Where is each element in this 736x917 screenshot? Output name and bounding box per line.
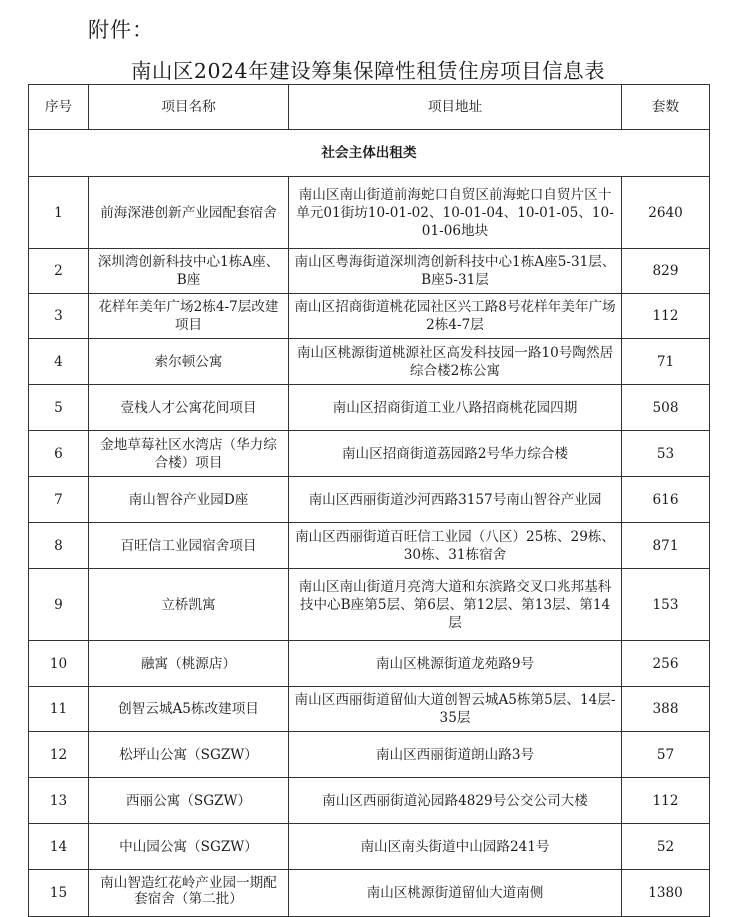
project-table — [28, 84, 710, 917]
row-name: 百旺信工业园宿舍项目 — [89, 523, 289, 569]
row-address: 南山区招商街道工业八路招商桃花园四期 — [289, 385, 622, 431]
row-index: 3 — [29, 294, 89, 339]
row-units: 53 — [622, 431, 710, 477]
table-row — [29, 294, 710, 339]
row-units: 52 — [622, 824, 710, 870]
row-index: 1 — [29, 177, 89, 249]
row-address: 南山区西丽街道沙河西路3157号南山智谷产业园 — [289, 477, 622, 523]
row-address: 南山区西丽街道沁园路4829号公交公司大楼 — [289, 778, 622, 824]
row-units: 1380 — [622, 870, 710, 917]
row-address: 南山区桃源街道桃源社区高发科技园一路10号陶然居综合楼2栋公寓 — [289, 339, 622, 385]
table-row — [29, 385, 710, 431]
table-row — [29, 824, 710, 870]
header-units: 套数 — [622, 85, 710, 130]
header-address: 项目地址 — [289, 85, 622, 130]
row-name: 壹栈人才公寓花间项目 — [89, 385, 289, 431]
row-units: 71 — [622, 339, 710, 385]
attachment-label: 附件： — [88, 18, 154, 42]
category-row — [29, 130, 710, 177]
table-row — [29, 477, 710, 523]
table-row — [29, 431, 710, 477]
row-index: 9 — [29, 569, 89, 641]
row-units: 112 — [622, 294, 710, 339]
row-address: 南山区西丽街道朗山路3号 — [289, 732, 622, 778]
category-label: 社会主体出租类 — [29, 130, 710, 177]
row-name: 花样年美年广场2栋4-7层改建项目 — [89, 294, 289, 339]
row-units: 153 — [622, 569, 710, 641]
row-name: 南山智谷产业园D座 — [89, 477, 289, 523]
table-header-row — [29, 85, 710, 130]
table-row — [29, 778, 710, 824]
row-address: 南山区南头街道中山园路241号 — [289, 824, 622, 870]
row-name: 创智云城A5栋改建项目 — [89, 687, 289, 732]
row-name: 索尔顿公寓 — [89, 339, 289, 385]
row-index: 4 — [29, 339, 89, 385]
header-index: 序号 — [29, 85, 89, 130]
row-name: 前海深港创新产业园配套宿舍 — [89, 177, 289, 249]
row-address: 南山区粤海街道深圳湾创新科技中心1栋A座5-31层、B座5-31层 — [289, 249, 622, 294]
row-address: 南山区西丽街道留仙大道创智云城A5栋第5层、14层-35层 — [289, 687, 622, 732]
row-address: 南山区西丽街道百旺信工业园（八区）25栋、29栋、30栋、31栋宿舍 — [289, 523, 622, 569]
row-index: 5 — [29, 385, 89, 431]
table-row — [29, 523, 710, 569]
row-name: 松坪山公寓（SGZW） — [89, 732, 289, 778]
table-row — [29, 687, 710, 732]
row-units: 112 — [622, 778, 710, 824]
row-index: 2 — [29, 249, 89, 294]
row-units: 871 — [622, 523, 710, 569]
row-address: 南山区招商街道桃花园社区兴工路8号花样年美年广场2栋4-7层 — [289, 294, 622, 339]
row-name: 立桥凯寓 — [89, 569, 289, 641]
row-index: 11 — [29, 687, 89, 732]
table-row — [29, 870, 710, 917]
row-index: 13 — [29, 778, 89, 824]
row-units: 616 — [622, 477, 710, 523]
row-name: 南山智造红花岭产业园一期配套宿舍（第二批） — [100, 875, 277, 907]
row-index: 10 — [29, 641, 89, 687]
row-name: 深圳湾创新科技中心1栋A座、B座 — [89, 249, 289, 294]
row-index: 14 — [29, 824, 89, 870]
row-name-cell — [89, 870, 289, 917]
table-row — [29, 732, 710, 778]
row-address: 南山区南山街道前海蛇口自贸区前海蛇口自贸片区十单元01街坊10-01-02、10-01-04、10-01-05、10-01-06地块 — [289, 177, 622, 249]
row-index: 6 — [29, 431, 89, 477]
row-units: 829 — [622, 249, 710, 294]
row-address: 南山区桃源街道留仙大道南侧 — [289, 870, 622, 917]
row-units: 2640 — [622, 177, 710, 249]
row-name: 中山园公寓（SGZW） — [89, 824, 289, 870]
row-name: 融寓（桃源店） — [89, 641, 289, 687]
header-name: 项目名称 — [89, 85, 289, 130]
row-index: 7 — [29, 477, 89, 523]
row-units: 256 — [622, 641, 710, 687]
row-index: 12 — [29, 732, 89, 778]
row-units: 57 — [622, 732, 710, 778]
table-row — [29, 641, 710, 687]
row-address: 南山区招商街道荔园路2号华力综合楼 — [289, 431, 622, 477]
row-units: 508 — [622, 385, 710, 431]
row-name: 金地草莓社区水湾店（华力综合楼）项目 — [89, 431, 289, 477]
row-index: 15 — [29, 870, 89, 917]
row-address: 南山区南山街道月亮湾大道和东滨路交叉口兆邦基科技中心B座第5层、第6层、第12层、第13层、第14层 — [289, 569, 622, 641]
table-row — [29, 569, 710, 641]
table-row — [29, 177, 710, 249]
row-index: 8 — [29, 523, 89, 569]
row-units: 388 — [622, 687, 710, 732]
document-title: 南山区2024年建设筹集保障性租赁住房项目信息表 — [130, 59, 606, 83]
row-name: 西丽公寓（SGZW） — [89, 778, 289, 824]
table-row — [29, 249, 710, 294]
row-address: 南山区桃源街道龙苑路9号 — [289, 641, 622, 687]
table-row — [29, 339, 710, 385]
